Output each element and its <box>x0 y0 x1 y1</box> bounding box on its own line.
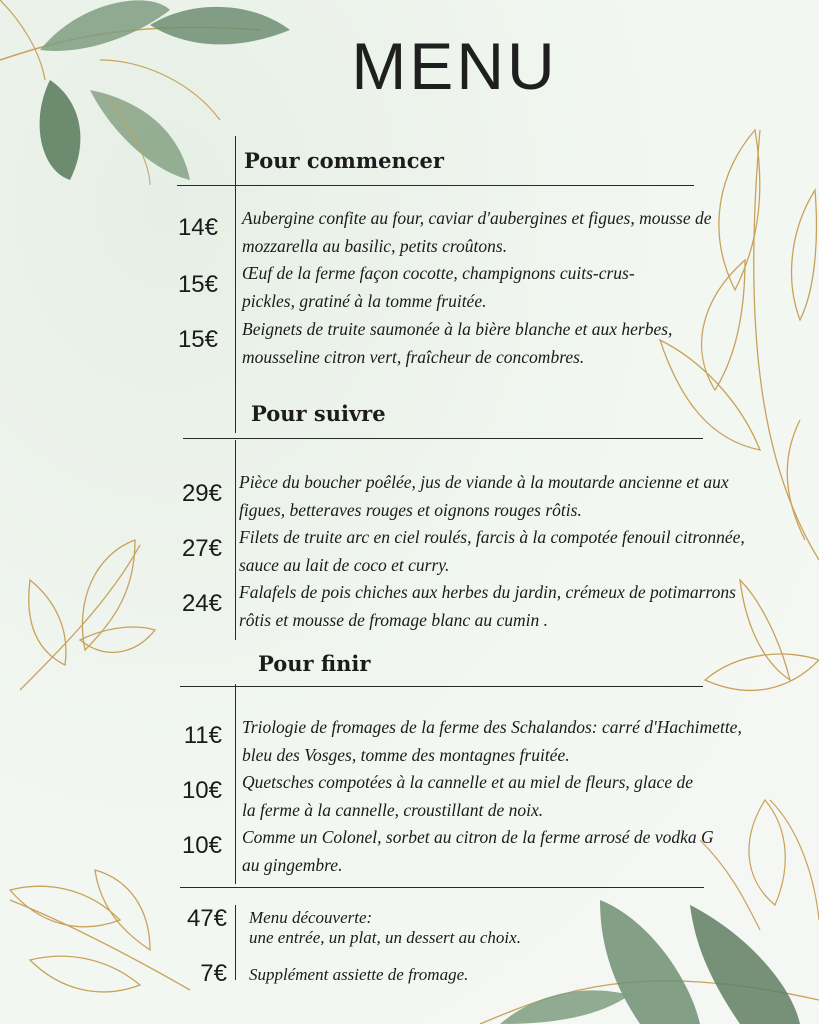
price-main-2: 27€ <box>181 535 222 562</box>
price-dessert-2: 10€ <box>181 777 222 804</box>
section-underline-1 <box>177 185 694 186</box>
dish-dessert-1: Triologie de fromages de la ferme des Schalandos: carré d'Hachimette, bleu des Vosges, tomme des montagnes fruitée. <box>242 717 742 765</box>
vertical-divider-2 <box>235 440 236 640</box>
footer-separator <box>180 887 704 888</box>
price-starter-2: 15€ <box>177 271 218 298</box>
price-starter-3: 15€ <box>177 326 218 353</box>
price-dessert-1: 11€ <box>183 722 222 749</box>
section-underline-2 <box>183 438 703 439</box>
price-main-1: 29€ <box>181 480 222 507</box>
dish-starter-1: Aubergine confite au four, caviar d'aubergines et figues, mousse de mozzarella au basilic, petits croûtons. <box>242 208 712 256</box>
section-title-mains: Pour suivre <box>251 401 386 426</box>
section-underline-3 <box>180 686 703 687</box>
menu-title: MENU <box>351 29 558 103</box>
fromage-supplement-desc: Supplément assiette de fromage. <box>249 965 469 984</box>
section-title-starters: Pour commencer <box>244 148 444 173</box>
dish-main-3: Falafels de pois chiches aux herbes du jardin, crémeux de potimarrons rôtis et mousse de fromage blanc au cumin . <box>239 582 736 630</box>
dish-dessert-3: Comme un Colonel, sorbet au citron de la ferme arrosé de vodka G au gingembre. <box>242 827 714 875</box>
dish-starter-2: Œuf de la ferme façon cocotte, champignons cuits-crus-pickles, gratiné à la tomme fruitée. <box>242 263 635 311</box>
dish-starter-3: Beignets de truite saumonée à la bière blanche et aux herbes, mousseline citron vert, fraîcheur de concombres. <box>242 319 673 367</box>
menu-decouverte-label: Menu découverte: <box>249 908 373 927</box>
dish-dessert-2: Quetsches compotées à la cannelle et au miel de fleurs, glace de la ferme à la cannelle, croustillant de noix. <box>242 772 693 820</box>
section-title-desserts: Pour finir <box>258 651 371 676</box>
price-main-3: 24€ <box>181 590 222 617</box>
dish-main-1: Pièce du boucher poêlée, jus de viande à la moutarde ancienne et aux figues, betteraves rouges et oignons rouges rôtis. <box>239 472 729 520</box>
vertical-divider-4 <box>235 905 236 980</box>
price-fromage-supplement: 7€ <box>200 960 227 987</box>
price-menu-decouverte: 47€ <box>186 905 227 932</box>
price-starter-1: 14€ <box>177 214 218 241</box>
vertical-divider-1 <box>235 136 236 433</box>
dish-main-2: Filets de truite arc en ciel roulés, farcis à la compotée fenouil citronnée, sauce au lait de coco et curry. <box>239 527 745 575</box>
vertical-divider-3 <box>235 684 236 884</box>
menu-decouverte-desc: une entrée, un plat, un dessert au choix. <box>249 928 521 947</box>
price-dessert-3: 10€ <box>181 832 222 859</box>
